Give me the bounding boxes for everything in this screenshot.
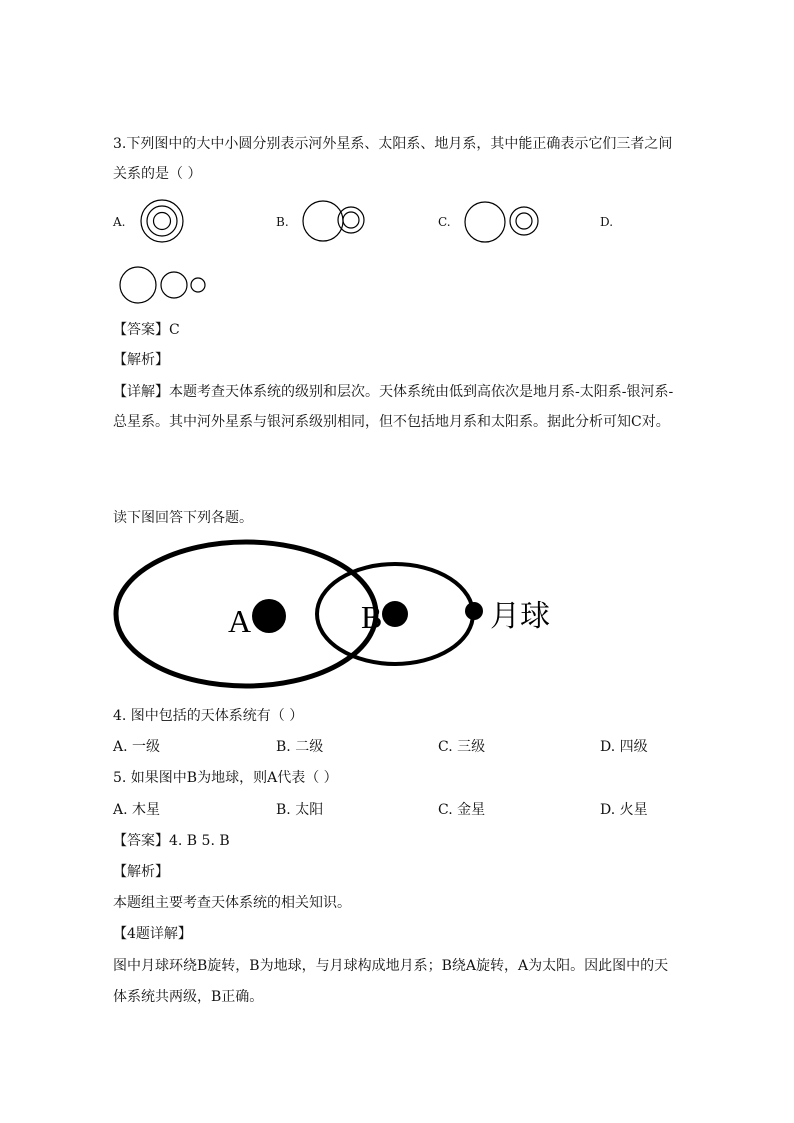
group-intro: 读下图回答下列各题。 xyxy=(113,510,253,526)
small-circle xyxy=(343,212,359,228)
medium-circle xyxy=(338,207,364,233)
q4-detail-heading: 【4题详解】 xyxy=(113,926,192,942)
large-circle xyxy=(303,201,343,241)
q3-option-a-label: A. xyxy=(113,215,126,229)
body-b-dot xyxy=(382,601,408,627)
q4-option-b: B. 二级 xyxy=(276,739,324,755)
small-circle xyxy=(191,278,205,292)
q3-option-c-diagram xyxy=(462,198,544,246)
moon-dot xyxy=(465,602,483,620)
q4-stem: 4. 图中包括的天体系统有（ ） xyxy=(113,708,304,724)
medium-circle xyxy=(161,272,187,298)
large-circle xyxy=(465,202,505,242)
label-a: A xyxy=(228,603,252,639)
body-a-dot xyxy=(252,599,286,633)
q3-detail-line2: 总星系。其中河外星系与银河系级别相同，但不包括地月系和太阳系。据此分析可知C对。 xyxy=(113,414,670,430)
q4-detail-line1: 图中月球环绕B旋转，B为地球，与月球构成地月系；B绕A旋转，A为太阳。因此图中的天 xyxy=(113,958,669,974)
q4-option-a: A. 一级 xyxy=(113,739,161,755)
q3-option-b-diagram xyxy=(300,198,370,246)
label-b: B xyxy=(361,599,383,635)
q4-option-c: C. 三级 xyxy=(438,739,486,755)
q3-option-a-diagram xyxy=(138,198,186,246)
q5-option-d: D. 火星 xyxy=(600,802,648,818)
medium-circle xyxy=(510,207,538,235)
q3-analysis-heading: 【解析】 xyxy=(113,352,169,368)
q3-option-d-diagram xyxy=(118,264,210,306)
q4-option-d: D. 四级 xyxy=(600,739,648,755)
solution-summary: 本题组主要考查天体系统的相关知识。 xyxy=(113,895,351,911)
orbit-figure xyxy=(110,540,560,695)
q3-answer: 【答案】C xyxy=(113,322,180,338)
q3-stem-line1: 3.下列图中的大中小圆分别表示河外星系、太阳系、地月系，其中能正确表示它们三者之间 xyxy=(113,136,673,152)
label-moon: 月球 xyxy=(490,599,550,634)
q5-option-c: C. 金星 xyxy=(438,802,486,818)
q5-stem: 5. 如果图中B为地球，则A代表（ ） xyxy=(113,770,338,786)
large-circle xyxy=(120,267,156,303)
q3-option-c-label: C. xyxy=(438,215,451,229)
solution-answer: 【答案】4. B 5. B xyxy=(113,833,230,849)
q5-option-b: B. 太阳 xyxy=(276,802,324,818)
small-circle xyxy=(516,213,532,229)
q5-option-a: A. 木星 xyxy=(113,802,161,818)
small-circle xyxy=(154,213,171,230)
q3-option-b-label: B. xyxy=(276,215,289,229)
solution-analysis-heading: 【解析】 xyxy=(113,864,169,880)
medium-circle xyxy=(147,206,177,236)
q3-detail-line1: 【详解】本题考查天体系统的级别和层次。天体系统由低到高依次是地月系-太阳系-银河系- xyxy=(113,384,674,400)
q3-stem-line2: 关系的是（ ） xyxy=(113,166,202,182)
q4-detail-line2: 体系统共两级，B正确。 xyxy=(113,989,264,1005)
q3-option-d-label: D. xyxy=(600,215,614,229)
